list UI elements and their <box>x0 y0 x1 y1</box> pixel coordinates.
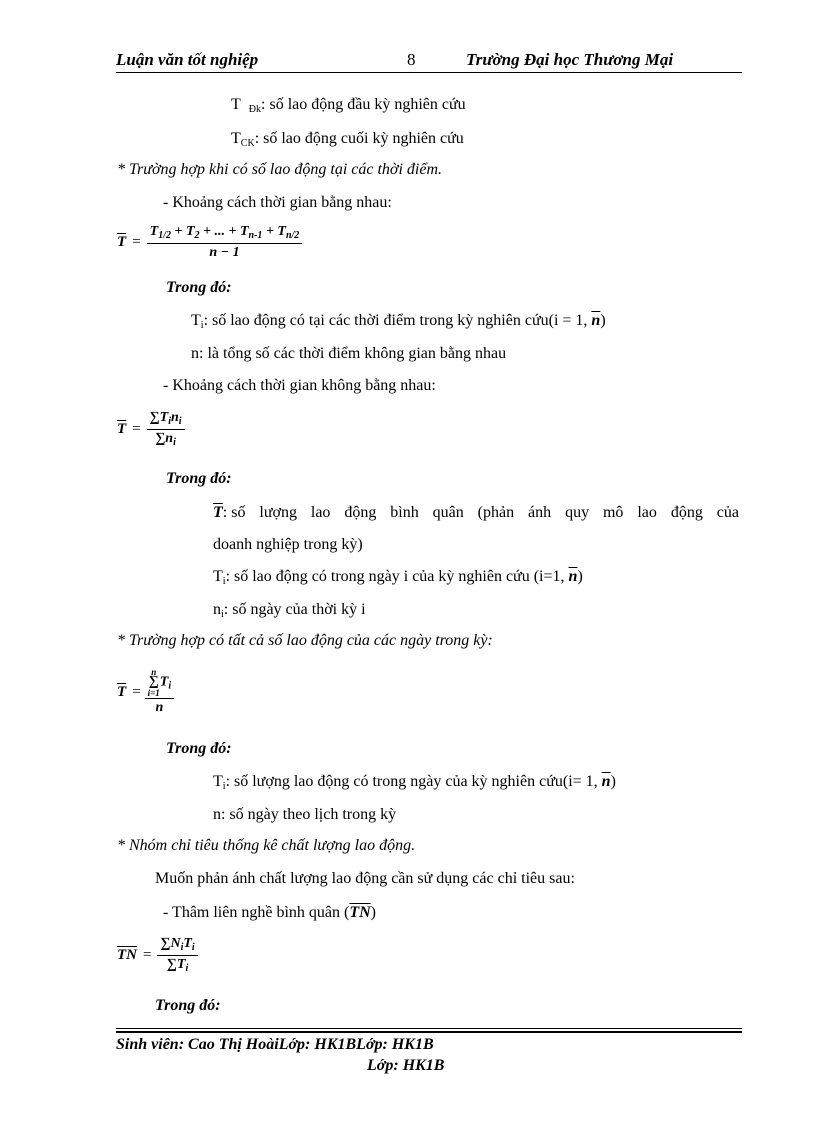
formula-4-fraction <box>157 936 197 975</box>
ti-definition-1: $T_i$: số lao động có tại các thời điểm trong kỳ nghiên cứu(i = 1, $\overline{n}$) <box>191 312 606 331</box>
formula-1-fraction <box>147 224 303 262</box>
case-time-points: * Trường hợp khi có số lao động tại các thời điểm. <box>117 161 442 178</box>
quality-group-heading: * Nhóm chỉ tiêu thống kê chất lượng lao động. <box>117 837 416 854</box>
ti-definition-3: $T_i$: số lượng lao động có trong ngày của kỳ nghiên cứu(i= 1, $\overline{n}$) <box>213 773 616 792</box>
t-dk-definition: T $_{Đk}$: số lao động đầu kỳ nghiên cứu <box>231 96 466 115</box>
footer-class: Lớp: HK1B <box>367 1057 445 1074</box>
tbar-definition-line-a: $\overline{T}$: số lượng lao động bình quân (phản ánh quy mô lao động của <box>213 504 739 521</box>
formula-3-numerator: n ∑ i=1 $T_i$ <box>145 668 174 699</box>
where-label-2: Trong đó: <box>166 470 232 487</box>
footer-student: Sinh viên: Cao Thị HoàiLớp: HK1BLớp: HK1B <box>116 1036 434 1053</box>
where-label-3: Trong đó: <box>166 740 232 757</box>
seniority-heading: - Thâm liên nghề bình quân $(\overline{TN})$ <box>163 904 376 921</box>
header-right: Trường Đại học Thương Mại <box>466 50 674 69</box>
formula-1-numerator: $T_{1/2} + T_2$ + ... + $T_{n-1} + T_{n/2}$ <box>147 224 303 244</box>
unequal-spacing-heading: - Khoảng cách thời gian không bằng nhau: <box>163 377 436 394</box>
t-bar-symbol: $\overline{T}$ <box>117 683 127 700</box>
header-left: Luận văn tốt nghiệp <box>116 50 259 69</box>
formula-4-numerator: $\sum N_iT_i$ <box>157 936 197 956</box>
n-definition-1: n: là tổng số các thời điểm không gian bằng nhau <box>191 345 507 362</box>
formula-average-all-days: $\overline{T}$ = n ∑ i=1 $T_i$ n <box>117 668 174 717</box>
formula-4-denominator: $\sum T_i$ <box>166 957 189 974</box>
header-rule <box>116 72 742 73</box>
ti-definition-2: $T_i$: số lao động có trong ngày i của kỳ nghiên cứu (i=1, $\overline{n}$) <box>213 568 583 587</box>
formula-1-denominator: n − 1 <box>209 245 240 260</box>
page-number: 8 <box>407 50 416 69</box>
formula-2-denominator: $\sum n_i$ <box>155 431 176 448</box>
formula-2-fraction <box>147 410 185 449</box>
ni-definition: $n_i$: số ngày của thời kỳ i <box>213 601 366 620</box>
formula-3-fraction <box>145 668 174 717</box>
tbar-definition-line-b: doanh nghiệp trong kỳ) <box>213 536 363 553</box>
tn-bar-symbol: $\overline{TN}$ <box>117 947 137 963</box>
formula-3-denominator: n <box>155 699 164 715</box>
t-bar-symbol: $\overline{T}$ <box>117 421 127 437</box>
formula-average-equal: $\overline{T}$ = $\frac{T_{1/2} + T_2 + ... + T_{n-1} + T_{n/2}}{n - 1}$ <box>117 224 302 262</box>
footer-rule-bottom <box>116 1031 742 1033</box>
formula-2-numerator: $\sum T_in_i$ <box>147 410 185 430</box>
equal-spacing-heading: - Khoảng cách thời gian bằng nhau: <box>163 194 392 211</box>
t-ck-definition: $T_{CK}$: số lao động cuối kỳ nghiên cứu <box>231 130 464 149</box>
formula-average-seniority: $\overline{TN}$ = $\frac{\sum N_iT_i}{\sum T_i}$ <box>117 936 198 975</box>
where-label-4: Trong đó: <box>155 997 221 1014</box>
formula-average-unequal: $\overline{T}$ = $\frac{\sum T_in_i}{\sum n_i}$ <box>117 410 185 449</box>
t-bar-symbol: $\overline{T}$ <box>117 234 127 251</box>
quality-intro: Muốn phản ánh chất lượng lao động cần sử dụng các chỉ tiêu sau: <box>155 870 575 887</box>
n-definition-3: n: số ngày theo lịch trong kỳ <box>213 806 397 823</box>
case-all-days: * Trường hợp có tất cả số lao động của các ngày trong kỳ: <box>117 632 493 649</box>
footer-rule-top <box>116 1028 742 1029</box>
where-label-1: Trong đó: <box>166 279 232 296</box>
